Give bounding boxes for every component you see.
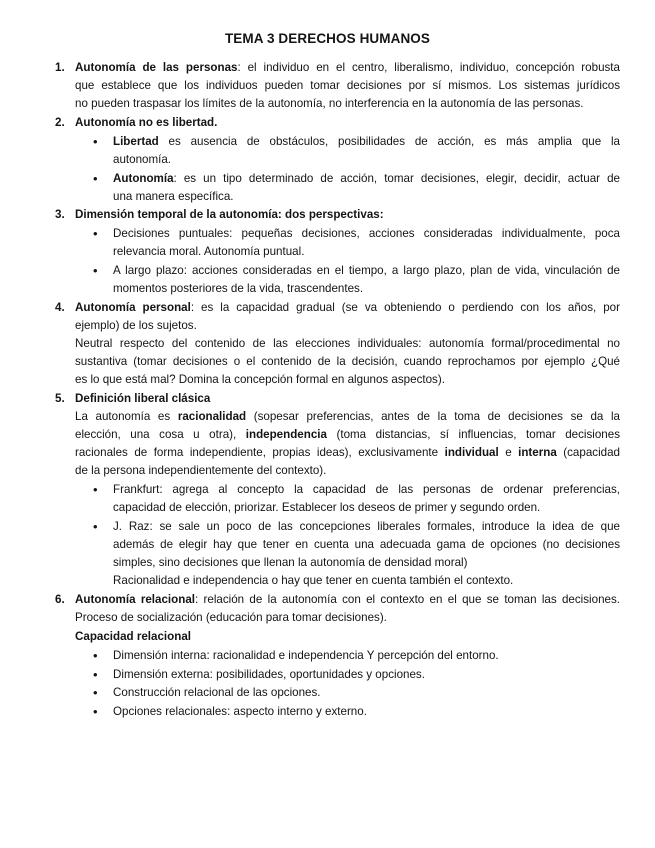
bullet-text: relevancia moral. Autonomía puntual. xyxy=(113,245,305,258)
bullet-text: una manera específica. xyxy=(113,190,234,203)
section-4-line: Autonomía personal: es la capacidad gradual (se va obteniendo o perdiendo con los años, por xyxy=(75,301,620,314)
bullet-text: Racionalidad e independencia o hay que tener en cuenta también el contexto. xyxy=(113,574,514,587)
bullet-text: Dimensión interna: racionalidad e independencia Y percepción del entorno. xyxy=(113,649,499,662)
section-number: 3. xyxy=(55,208,65,221)
section-4-line: ejemplo) de los sujetos. xyxy=(75,319,197,332)
section-5-line: elección, una cosa u otra), independencia (toma distancias, sí influencias, tomar decisiones xyxy=(75,428,620,441)
section-6-line: Autonomía relacional: relación de la autonomía con el contexto en el que se toman las decisiones. xyxy=(75,593,620,606)
bullet-text: Libertad es ausencia de obstáculos, posibilidades de acción, es más amplia que la xyxy=(113,135,620,148)
section-number: 1. xyxy=(55,61,65,74)
section-4-line: sustantiva (tomar decisiones o el contenido de la decisión, cuando reprochamos por ejemplo ¿Qué xyxy=(75,355,620,368)
section-number: 6. xyxy=(55,593,65,606)
bullet: • xyxy=(93,667,98,682)
section-5-line: La autonomía es racionalidad (sopesar preferencias, antes de la toma de decisiones se da la xyxy=(75,410,620,423)
bullet-text: J. Raz: se sale un poco de las concepciones liberales formales, introduce la idea de que xyxy=(113,520,620,533)
bullet-text: Construcción relacional de las opciones. xyxy=(113,686,321,699)
bullet-text: simples, sino decisiones que llenan la autonomía de densidad moral) xyxy=(113,556,468,569)
bullet: • xyxy=(93,482,98,497)
section-3-heading: Dimensión temporal de la autonomía: dos perspectivas: xyxy=(75,208,384,221)
bullet: • xyxy=(93,134,98,149)
bullet-text: Autonomía: es un tipo determinado de acción, tomar decisiones, elegir, decidir, actuar de xyxy=(113,172,620,185)
bullet-text: Opciones relacionales: aspecto interno y externo. xyxy=(113,705,367,718)
section-4-line: Neutral respecto del contenido de las elecciones individuales: autonomía formal/procedimental no xyxy=(75,337,620,350)
section-5-heading: Definición liberal clásica xyxy=(75,392,211,405)
page-title: TEMA 3 DERECHOS HUMANOS xyxy=(224,31,431,46)
section-5-line: de la persona independientemente del contexto). xyxy=(75,464,327,477)
bullet-text: A largo plazo: acciones consideradas en el tiempo, a largo plazo, plan de vida, vinculación de xyxy=(113,264,620,277)
bullet: • xyxy=(93,171,98,186)
section-number: 2. xyxy=(55,116,65,129)
section-4-line: es lo que está mal? Domina la concepción formal en algunos aspectos). xyxy=(75,373,445,386)
section-number: 5. xyxy=(55,392,65,405)
bullet: • xyxy=(93,648,98,663)
bullet: • xyxy=(93,704,98,719)
bullet-text: Frankfurt: agrega al concepto la capacidad de las personas de ordenar preferencias, xyxy=(113,483,620,496)
bullet-text: autonomía. xyxy=(113,153,172,166)
section-1-line: Autonomía de las personas: el individuo en el centro, liberalismo, individuo, concepción robusta xyxy=(75,61,620,74)
bullet: • xyxy=(93,685,98,700)
section-6-line: Proceso de socialización (educación para tomar decisiones). xyxy=(75,611,387,624)
bullet-text: Decisiones puntuales: pequeñas decisiones, acciones consideradas individualmente, poca xyxy=(113,227,620,240)
section-5-line: racionales de forma independiente, propias ideas), exclusivamente individual e interna (capacidad xyxy=(75,446,620,459)
bullet-text: capacidad de elección, priorizar. Establecer los deseos de primer y segundo orden. xyxy=(113,501,541,514)
bullet: • xyxy=(93,263,98,278)
bullet: • xyxy=(93,226,98,241)
section-number: 4. xyxy=(55,301,65,314)
section-1-line: que establece que los individuos pueden tomar decisiones por sí mismos. Los sistemas jurídicos xyxy=(75,79,620,92)
bullet-text: Dimensión externa: posibilidades, oportunidades y opciones. xyxy=(113,668,425,681)
bullet-text: momentos posteriores de la vida, trascendentes. xyxy=(113,282,364,295)
bullet: • xyxy=(93,519,98,534)
section-6-subheading: Capacidad relacional xyxy=(75,630,191,643)
section-1-line: no pueden traspasar los límites de la autonomía, no interferencia en la autonomía de las personas. xyxy=(75,97,584,110)
bullet-text: además de elegir hay que tener en cuenta una adecuada gama de opciones (no decisiones xyxy=(113,538,620,551)
section-2-heading: Autonomía no es libertad. xyxy=(75,116,218,129)
